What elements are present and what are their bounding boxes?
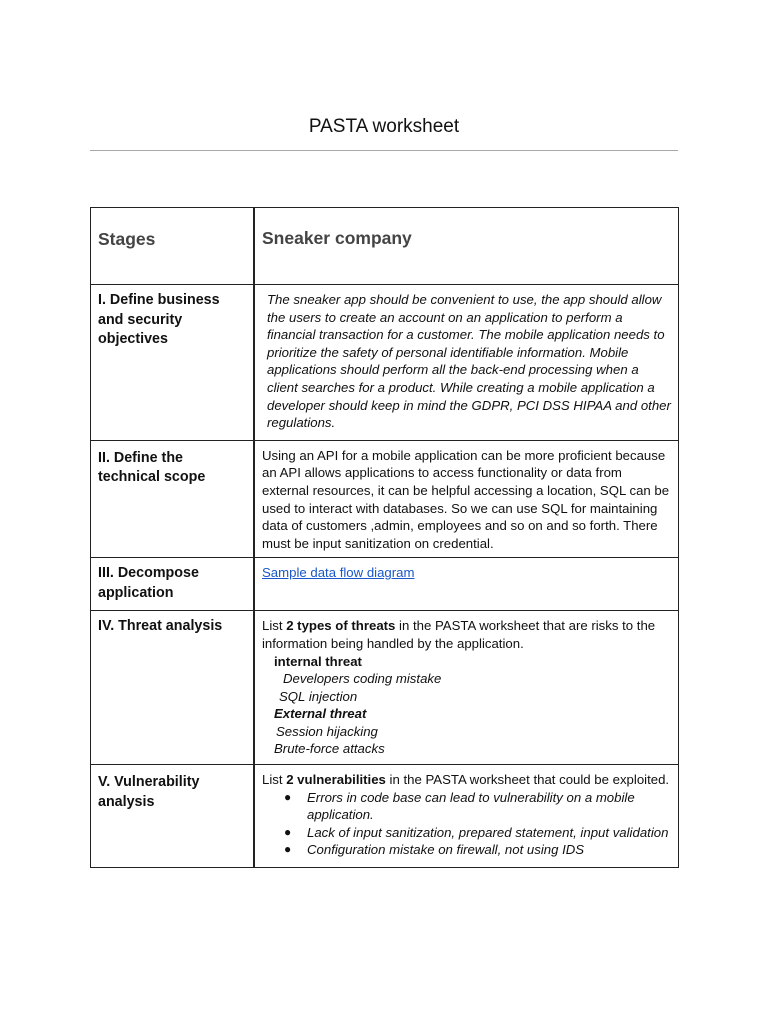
vulnerability-intro: List 2 vulnerabilities in the PASTA worksheet that could be exploited. bbox=[262, 772, 670, 788]
stage-description: Using an API for a mobile application can be more proficient because an API allows applications to access functionality or data from external resources, it can be helpful accessing a location, SQL can be used to interact with databases. So we can use SQL for maintaining data of customers ,admin, employees and so on and so forth. There must be input sanitization on credential. bbox=[254, 440, 679, 558]
internal-threat-heading: internal threat bbox=[274, 653, 362, 669]
table-header-row bbox=[91, 208, 679, 285]
list-item: Developers coding mistake bbox=[283, 671, 442, 687]
title-divider bbox=[90, 150, 678, 151]
table-row bbox=[91, 558, 679, 611]
threat-analysis-cell bbox=[254, 611, 679, 765]
stage-label: V. Vulnerability analysis bbox=[91, 765, 255, 868]
list-item: ● Errors in code base can lead to vulnerability on a mobile application. bbox=[262, 789, 671, 824]
header-stages-cell bbox=[91, 208, 255, 285]
table-row bbox=[91, 765, 679, 868]
header-stages: Stages bbox=[98, 229, 156, 249]
list-item: Brute-force attacks bbox=[274, 741, 385, 757]
vulnerability-analysis-cell bbox=[254, 765, 679, 868]
threat-intro: List 2 types of threats in the PASTA worksheet that are risks to the information being handled by the application. bbox=[262, 618, 656, 651]
page-title: PASTA worksheet bbox=[308, 116, 460, 137]
list-item: ● Configuration mistake on firewall, not using IDS bbox=[262, 841, 671, 859]
pasta-table bbox=[90, 207, 679, 868]
vulnerability-list bbox=[262, 789, 671, 859]
stage-label: II. Define the technical scope bbox=[91, 440, 255, 558]
stage-label: III. Decompose application bbox=[91, 558, 255, 611]
header-company: Sneaker company bbox=[262, 228, 412, 248]
list-item: Session hijacking bbox=[276, 723, 378, 739]
table-row bbox=[91, 285, 679, 441]
table-row bbox=[91, 440, 679, 558]
list-item: SQL injection bbox=[279, 688, 358, 704]
header-company-cell bbox=[254, 208, 679, 285]
stage-description: The sneaker app should be convenient to use, the app should allow the users to create an account on an application to perform a financial transaction for a customer. The mobile application needs to prioritize the safety of personal identifiable information. Mobile applications should perform all the back-end processing when a client searches for a product. While creating a mobile application a developer should keep in mind the GDPR, PCI DSS HIPAA and other regulations. bbox=[254, 285, 679, 441]
stage-link-cell bbox=[254, 558, 679, 611]
stage-label: I. Define business and security objectives bbox=[91, 285, 255, 441]
table-row bbox=[91, 611, 679, 765]
list-item: ● Lack of input sanitization, prepared statement, input validation bbox=[262, 824, 671, 842]
stage-label: IV. Threat analysis bbox=[91, 611, 255, 765]
external-threat-heading: External threat bbox=[274, 706, 367, 722]
data-flow-diagram-link[interactable]: Sample data flow diagram bbox=[262, 565, 415, 581]
